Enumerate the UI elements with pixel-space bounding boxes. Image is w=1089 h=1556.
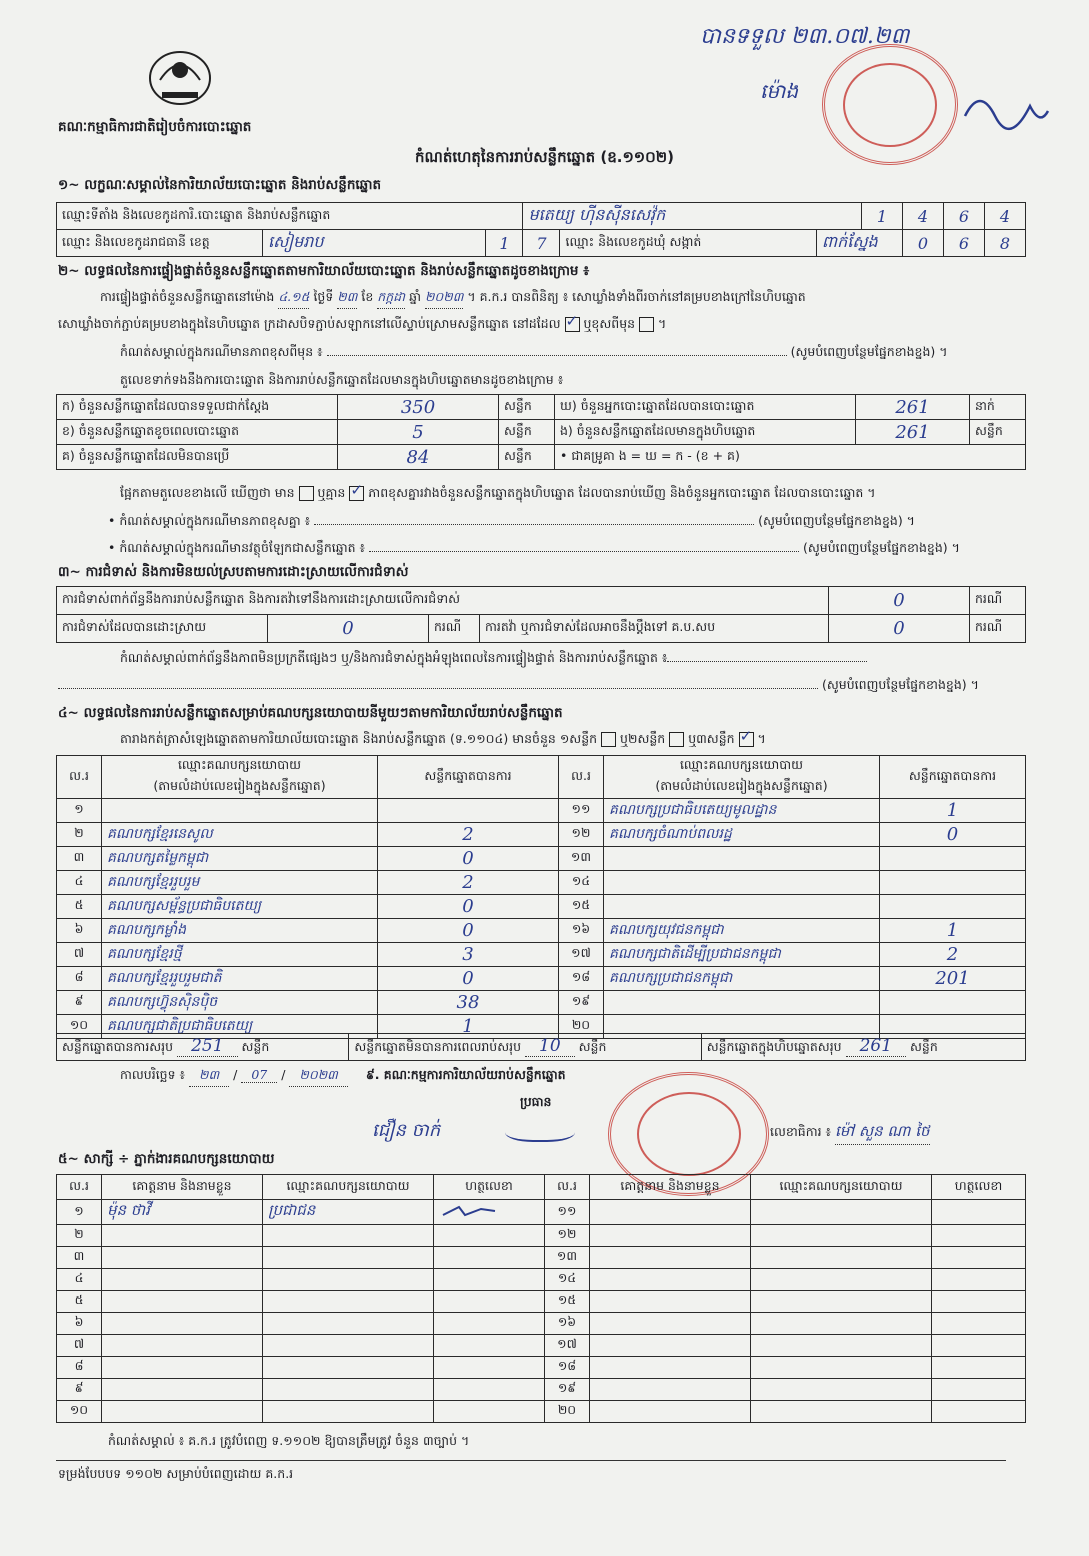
party-votes: 0 [378,847,559,871]
complaint-label: ការជំទាស់ពាក់ព័ន្ធនឹងការរាប់សន្លឹកឆ្នោត និងការតវ៉ាទៅនឹងការដោះស្រាយលើការជំទាស់ [57,587,829,615]
col-party-sub: (តាមលំដាប់លេខរៀងក្នុងសន្លឹកឆ្នោត) [102,777,378,799]
witness-signature [932,1225,1026,1247]
total-invalid: សន្លឹកឆ្នោតមិនបានការពេលរាប់សរុប 10 សន្លឹក [349,1034,701,1061]
party-votes: 2 [378,823,559,847]
party-votes: 1 [880,919,1026,943]
witness-no: ១១ [545,1200,590,1225]
figures-intro: តួលេខទាក់ទងនឹងការបោះឆ្នោត និងការរាប់សន្លឹកឆ្នោតដែលមានក្នុងហិបឆ្នោតមានដូចខាងក្រោម ៖ [120,372,564,387]
witness-name [102,1335,263,1357]
col-no: ល.រ [57,756,102,799]
intact-checkbox[interactable] [565,317,580,332]
resolved-unit: ករណី [429,615,480,643]
witness-no: ៨ [57,1357,102,1379]
party-no: ៩ [57,991,102,1015]
witness-signature [932,1335,1026,1357]
witness-name [102,1357,263,1379]
closing-date-line: កាលបរិច្ឆេទ ៖ ២៣ / 07 / ២០២៣ ៩. គណៈកម្មការការិយាល័យរាប់សន្លឹកឆ្នោត [120,1067,566,1087]
witness-no: ១៤ [545,1269,590,1291]
witness-no: ៥ [57,1291,102,1313]
party-votes: 2 [378,871,559,895]
witness-signature [932,1247,1026,1269]
party-name: គណបក្សខ្មែររួបរួមជាតិ [102,967,378,991]
party-votes [880,871,1026,895]
party-votes: 38 [378,991,559,1015]
fig-value: 5 [338,420,499,445]
witness-name [590,1225,751,1247]
complaint-value: 0 [829,587,970,615]
chair-name: ជឿន ចាក់ [372,1120,441,1141]
party-name: គណបក្សសម្ព័ន្ធប្រជាធិបតេយ្យ [102,895,378,919]
witness-party [751,1313,932,1335]
party-name: គណបក្សខ្មែររួបរួម [102,871,378,895]
section-3-heading: ៣~ ការជំទាស់ និងការមិនយល់ស្របតាមការដោះស្រាយលើការជំទាស់ [58,564,409,580]
witness-party [751,1200,932,1225]
section-3-table [56,586,1026,643]
table-row [57,1269,1026,1291]
witness-party [751,1335,932,1357]
witness-name [102,1401,263,1423]
witness-signature [434,1269,545,1291]
resolved-value: 0 [268,615,429,643]
col-no: ល.រ [57,1175,102,1200]
witness-name [590,1379,751,1401]
province-code-digit: 7 [523,230,560,257]
table-row [57,1291,1026,1313]
witness-signature [932,1269,1026,1291]
witness-no: ១៦ [545,1313,590,1335]
table-row [57,1335,1026,1357]
witness-signature [434,1335,545,1357]
location-label: ឈ្មោះទីតាំង និងលេខកូដការិ.បោះឆ្នោត និងរាប់សន្លឹកឆ្នោត [57,203,523,230]
party-votes: 3 [378,943,559,967]
footer-divider [56,1460,1006,1461]
witness-no: ១៥ [545,1291,590,1313]
party-votes-table [56,755,1026,1039]
verify-year: ២០២៣ [425,289,463,309]
party-votes [880,895,1026,919]
witness-party [263,1335,434,1357]
witness-name [102,1225,263,1247]
witness-no: ៩ [57,1379,102,1401]
party-no: ១៧ [559,943,604,967]
fig-label: ខ) ចំនួនសន្លឹកឆ្នោតខូចពេលបោះឆ្នោត [57,420,338,445]
party-name: គណបក្សតម្លៃកម្ពុជា [102,847,378,871]
table-row [57,1401,1026,1423]
witness-party [751,1269,932,1291]
witness-no: ២០ [545,1401,590,1423]
total-valid: សន្លឹកឆ្នោតបានការសរុប 251 សន្លឹក [57,1034,349,1061]
irregularity-note-line2: (សូមបំពេញបន្ថែមផ្នែកខាងខ្នង) ។ [58,677,1033,696]
fig-unit: សន្លឹក [499,420,555,445]
witness-signature [434,1379,545,1401]
party-votes: 2 [880,943,1026,967]
party-no: ១២ [559,823,604,847]
party-name [604,847,880,871]
discrepancy-line: ផ្អែកតាមតួលេខខាងលើ ឃើញថា មាន ឬគ្មាន ✓ ភាពខុសគ្នារវាងចំនួនសន្លឹកឆ្នោតក្នុងហិបឆ្នោត ដែលបានរាប់ឃើញ និងចំនួនអ្នកបោះឆ្នោត ដែលបានបោះឆ្នោត ។ [120,485,876,504]
commune-code-digit: 8 [985,230,1026,257]
fig-label: គ) ចំនួនសន្លឹកឆ្នោតដែលមិនបានប្រើ [57,445,338,470]
table-row [57,1225,1026,1247]
verify-day: ២៣ [337,289,357,309]
witness-name [102,1291,263,1313]
party-no: ១៩ [559,991,604,1015]
witness-name [102,1313,263,1335]
table-row [57,1357,1026,1379]
table-row [57,919,1026,943]
col-party: ឈ្មោះគណបក្សនយោបាយ [751,1175,932,1200]
witness-party [751,1401,932,1423]
table-row [57,847,1026,871]
appeal-unit: ករណី [970,615,1026,643]
party-votes: 0 [378,919,559,943]
witness-name: ម៉ុន ថាវី [102,1200,263,1225]
code-digit: 4 [903,203,944,230]
table-row [57,1200,1026,1225]
witness-no: ១២ [545,1225,590,1247]
witness-no: ១០ [57,1401,102,1423]
party-no: ១ [57,799,102,823]
party-no: ៨ [57,967,102,991]
fig-label: ឃ) ចំនួនអ្នកបោះឆ្នោតដែលបានបោះឆ្នោត [555,395,856,420]
party-name [604,991,880,1015]
witness-name [590,1401,751,1423]
party-no: ១៦ [559,919,604,943]
party-no: ២០ [559,1015,604,1039]
one-sheet-checkbox[interactable] [601,732,616,747]
witness-name [102,1379,263,1401]
party-no: ១៣ [559,847,604,871]
foreign-object-note-line: • កំណត់សម្គាល់ក្នុងករណីមានវត្ថុចំឡែកជាសន្លឹកឆ្នោត ៖ (សូមបំពេញបន្ថែមផ្នែកខាងខ្នង) ។ [108,540,960,555]
table-row [57,943,1026,967]
witness-signature [932,1313,1026,1335]
province-value: សៀមរាប [263,230,486,257]
witness-name [590,1269,751,1291]
party-no: ១៨ [559,967,604,991]
fig-label: ក) ចំនួនសន្លឹកឆ្នោតដែលបានទទួលជាក់ស្តែង [57,395,338,420]
closing-day: ២៣ [189,1067,229,1087]
witness-party [263,1225,434,1247]
col-no: ល.រ [559,756,604,799]
witness-name [590,1247,751,1269]
witness-party [751,1225,932,1247]
party-no: ១៥ [559,895,604,919]
commune-label: ឈ្មោះ និងលេខកូដឃុំ សង្កាត់ [560,230,816,257]
secretary-line: លេខាធិការ ៖ ម៉ៅ សួន ណា ថៃ [770,1122,930,1145]
party-no: ៣ [57,847,102,871]
party-no: ១០ [57,1015,102,1039]
chair-label: ប្រធាន [520,1094,552,1109]
witness-party [263,1269,434,1291]
closing-year: ២០២៣ [289,1067,347,1087]
witness-no: ១៣ [545,1247,590,1269]
witness-name [102,1247,263,1269]
party-name: គណបក្សប្រជាធិបតេយ្យមូលដ្ឋាន [604,799,880,823]
chair-signature [505,1118,575,1142]
witness-signature [434,1225,545,1247]
resolved-label: ការជំទាស់ដែលបានដោះស្រាយ [57,615,268,643]
witness-signature [434,1313,545,1335]
witness-name [590,1200,751,1225]
party-votes [378,799,559,823]
party-votes [880,847,1026,871]
party-votes: 1 [880,799,1026,823]
witness-signature [434,1357,545,1379]
witness-name [590,1357,751,1379]
party-name: គណបក្សកម្លាំង [102,919,378,943]
org-name: គណៈកម្មាធិការជាតិរៀបចំការបោះឆ្នោត [58,119,252,135]
witness-signature [932,1357,1026,1379]
table-row [57,991,1026,1015]
section-1-heading: ១~ លក្ខណៈសម្គាល់នៃការិយាល័យបោះឆ្នោត និងរាប់សន្លឹកឆ្នោត [58,177,382,193]
tally-sheet-line: តារាងកត់ត្រាសំឡេងឆ្នោតតាមការិយាល័យបោះឆ្នោត និងរាប់សន្លឹកឆ្នោត (ទ.១១០៤) មានចំនួន ១សន្លឹក ឬ២សន្លឹក ឬ៣សន្លឹក ✓ ។ [120,731,766,750]
section-1-table [56,202,1026,257]
verify-time: ៤.១៥ [278,289,309,309]
table-row [57,823,1026,847]
witness-party [263,1291,434,1313]
witness-party [263,1313,434,1335]
party-no: ៧ [57,943,102,967]
party-no: ៥ [57,895,102,919]
witness-party [263,1357,434,1379]
col-party: ឈ្មោះគណបក្សនយោបាយ [102,756,378,778]
complaint-unit: ករណី [970,587,1026,615]
table-row [57,1379,1026,1401]
change-note-line: កំណត់សម្គាល់ក្នុងករណីមានភាពខុសពីមុន ៖ (សូមបំពេញបន្ថែមផ្នែកខាងខ្នង) ។ [120,344,948,359]
party-name: គណបក្សចំណាប់ពលរដ្ឋ [604,823,880,847]
witness-party: ប្រជាជន [263,1200,434,1225]
section-4-heading: ៤~ លទ្ធផលនៃការរាប់សន្លឹកឆ្នោតសម្រាប់គណបក្សនយោបាយនីមួយៗតាមការិយាល័យរាប់សន្លឹកឆ្នោត [58,705,563,721]
appeal-value: 0 [829,615,970,643]
witness-no: ៦ [57,1313,102,1335]
col-party: ឈ្មោះគណបក្សនយោបាយ [604,756,880,778]
table-row [57,1247,1026,1269]
party-no: ៤ [57,871,102,895]
fig-unit: សន្លឹក [970,420,1026,445]
irregularity-note: កំណត់សម្គាល់ពាក់ព័ន្ធនឹងភាពមិនប្រក្រតីផ្សេងៗ ឬ/និងការជំទាស់ក្នុងអំឡុងពេលនៃការផ្ទៀងផ្ទាត់ និងការរាប់សន្លឹកឆ្នោត ៖ [120,650,1030,669]
table-row [57,871,1026,895]
party-name: គណបក្សខ្មែរនេសូល [102,823,378,847]
two-sheet-checkbox[interactable] [669,732,684,747]
party-votes [880,991,1026,1015]
witness-name [590,1313,751,1335]
page-title: កំណត់ហេតុនៃការរាប់សន្លឹកឆ្នោត (ឧ.១១០២) [414,148,674,166]
witness-signature [932,1401,1026,1423]
changed-checkbox[interactable] [639,317,654,332]
party-name: គណបក្សប្រជាជនកម្ពុជា [604,967,880,991]
witness-signature [932,1291,1026,1313]
closing-month: 07 [241,1067,277,1083]
witness-no: ១៨ [545,1357,590,1379]
party-no: ១៤ [559,871,604,895]
emblem-icon [140,40,220,110]
code-digit: 6 [944,203,985,230]
table-row [57,799,1026,823]
party-name [604,895,880,919]
col-no: ល.រ [545,1175,590,1200]
no-difference-checkbox[interactable] [349,486,364,501]
party-no: ៦ [57,919,102,943]
witness-no: ៣ [57,1247,102,1269]
fig-value: 261 [856,395,970,420]
party-name: គណបក្សយុវជនកម្ពុជា [604,919,880,943]
location-value: មតេយ្យ ហ៊ីនស៊ីនសេវ៉ុក [523,203,862,230]
fig-value: 84 [338,445,499,470]
col-party: ឈ្មោះគណបក្សនយោបាយ [263,1175,434,1200]
appeal-label: ការតវ៉ា ឬការជំទាស់ដែលអាចនឹងប្តឹងទៅ គ.ប.សប [480,615,829,643]
witness-signature [932,1379,1026,1401]
fig-unit: សន្លឹក [499,445,555,470]
fig-value: 261 [856,420,970,445]
table-row [57,895,1026,919]
red-seal-stamp [822,44,958,165]
party-name [604,871,880,895]
witness-party [263,1379,434,1401]
verify-month: កក្កដា [377,289,405,309]
party-name: គណបក្សខ្មែរថ្មី [102,943,378,967]
party-name: គណបក្សជាតិដើម្បីប្រជាជនកម្ពុជា [604,943,880,967]
witness-party [263,1247,434,1269]
witness-party [751,1247,932,1269]
col-name: គោត្តនាម និងនាមខ្លួន [102,1175,263,1200]
has-difference-checkbox[interactable] [299,486,314,501]
difference-note-line: • កំណត់សម្គាល់ក្នុងករណីមានភាពខុសគ្នា ៖ (សូមបំពេញបន្ថែមផ្នែកខាងខ្នង) ។ [108,513,915,528]
section-5-heading: ៥~ សាក្សី ÷ ភ្នាក់ងារគណបក្សនយោបាយ [58,1151,275,1167]
fig-unit: សន្លឹក [499,395,555,420]
province-label: ឈ្មោះ និងលេខកូដរាជធានី ខេត្ត [57,230,263,257]
witness-no: ២ [57,1225,102,1247]
handwritten-received-note: បានទទួល ២៣.០៧.២៣ [700,24,910,49]
party-no: ១១ [559,799,604,823]
fig-unit: នាក់ [970,395,1026,420]
witness-no: ៤ [57,1269,102,1291]
code-digit: 1 [862,203,903,230]
witness-name [102,1269,263,1291]
handwritten-time-note: ម៉ោង [760,79,799,103]
party-votes: 201 [880,967,1026,991]
witness-signature [434,1247,545,1269]
fig-value: 350 [338,395,499,420]
seal-condition-line: សោឃ្លាំងចាក់ភ្ជាប់គម្របខាងក្នុងនៃហិបឆ្នោត ក្រដាសបិទភ្ជាប់សឡាកនៅលើស្ទាប់ស្រោមសន្លឹកឆ្នោត នៅដដែល ✓ ឬខុសពីមុន ។ [58,316,666,335]
witness-no: ៧ [57,1335,102,1357]
witness-signature [434,1291,545,1313]
three-sheet-checkbox[interactable] [739,732,754,747]
col-votes: សន្លឹកឆ្នោតបានការ [880,756,1026,799]
witness-party [751,1357,932,1379]
witness-party [751,1379,932,1401]
verification-paragraph: ការផ្ទៀងផ្ទាត់ចំនួនសន្លឹកឆ្នោតនៅម៉ោង ៤.១៥ ថ្ងៃទី ២៣ ខែ កក្កដា ឆ្នាំ ២០២៣ ។ គ.ក.រ បានពិនិត្យ ៖ សោឃ្លាំងទាំងពីរចាក់នៅគម្របខាងក្រៅនៃហិបឆ្នោត [100,289,1035,309]
party-name: គណបក្សហ៊្វុនស៊ិនប៉ិច [102,991,378,1015]
fig-label: ង) ចំនួនសន្លឹកឆ្នោតដែលមានក្នុងហិបឆ្នោត [555,420,856,445]
witness-no: ១៧ [545,1335,590,1357]
section-2-heading: ២~ លទ្ធផលនៃការផ្ទៀងផ្ទាត់ចំនួនសន្លឹកឆ្នោតតាមការិយាល័យបោះឆ្នោត និងរាប់សន្លឹកឆ្នោតដូចខាងក្រោម ៖ [58,263,590,279]
commune-value: ពាក់ស្នែង [816,230,902,257]
code-digit: 4 [985,203,1026,230]
commune-code-digit: 6 [944,230,985,257]
witness-table [56,1174,1026,1423]
form-note: ទម្រង់បែបបទ ១១០២ សម្រាប់បំពេញដោយ គ.ក.រ [58,1466,294,1481]
signature-top [960,86,1050,136]
witness-signature [434,1401,545,1423]
col-sign: ហត្ថលេខា [434,1175,545,1200]
totals-table [56,1033,1026,1061]
footnote: កំណត់សម្គាល់ ៖ គ.ក.រ ត្រូវបំពេញ ទ.១១០២ ឱ្យបានត្រឹមត្រូវ ចំនួន ៣ច្បាប់ ។ [108,1433,470,1448]
witness-party [263,1401,434,1423]
witness-signature [434,1200,545,1225]
fig-formula: • ជាគម្រូគា ង = ឃ = ក - (ខ + គ) [555,445,1026,470]
col-sign: ហត្ថលេខា [932,1175,1026,1200]
party-votes: 1 [378,1015,559,1039]
section-2-figures-table [56,394,1026,470]
table-row [57,1313,1026,1335]
party-name: គណបក្សជាតិប្រជាធិបតេយ្យ [102,1015,378,1039]
col-name: គោត្តនាម និងនាមខ្លួន [590,1175,751,1200]
total-in-box: សន្លឹកឆ្នោតក្នុងហិបឆ្នោតសរុប 261 សន្លឹក [701,1034,1025,1061]
witness-name [590,1335,751,1357]
party-name [102,799,378,823]
party-votes: 0 [378,967,559,991]
commune-code-digit: 0 [903,230,944,257]
province-code-digit: 1 [486,230,523,257]
party-no: ២ [57,823,102,847]
witness-name [590,1291,751,1313]
party-votes: 0 [378,895,559,919]
party-votes: 0 [880,823,1026,847]
witness-no: ១ [57,1200,102,1225]
witness-no: ១៩ [545,1379,590,1401]
witness-signature [932,1200,1026,1225]
table-row [57,967,1026,991]
col-party-sub: (តាមលំដាប់លេខរៀងក្នុងសន្លឹកឆ្នោត) [604,777,880,799]
col-votes: សន្លឹកឆ្នោតបានការ [378,756,559,799]
witness-party [751,1291,932,1313]
